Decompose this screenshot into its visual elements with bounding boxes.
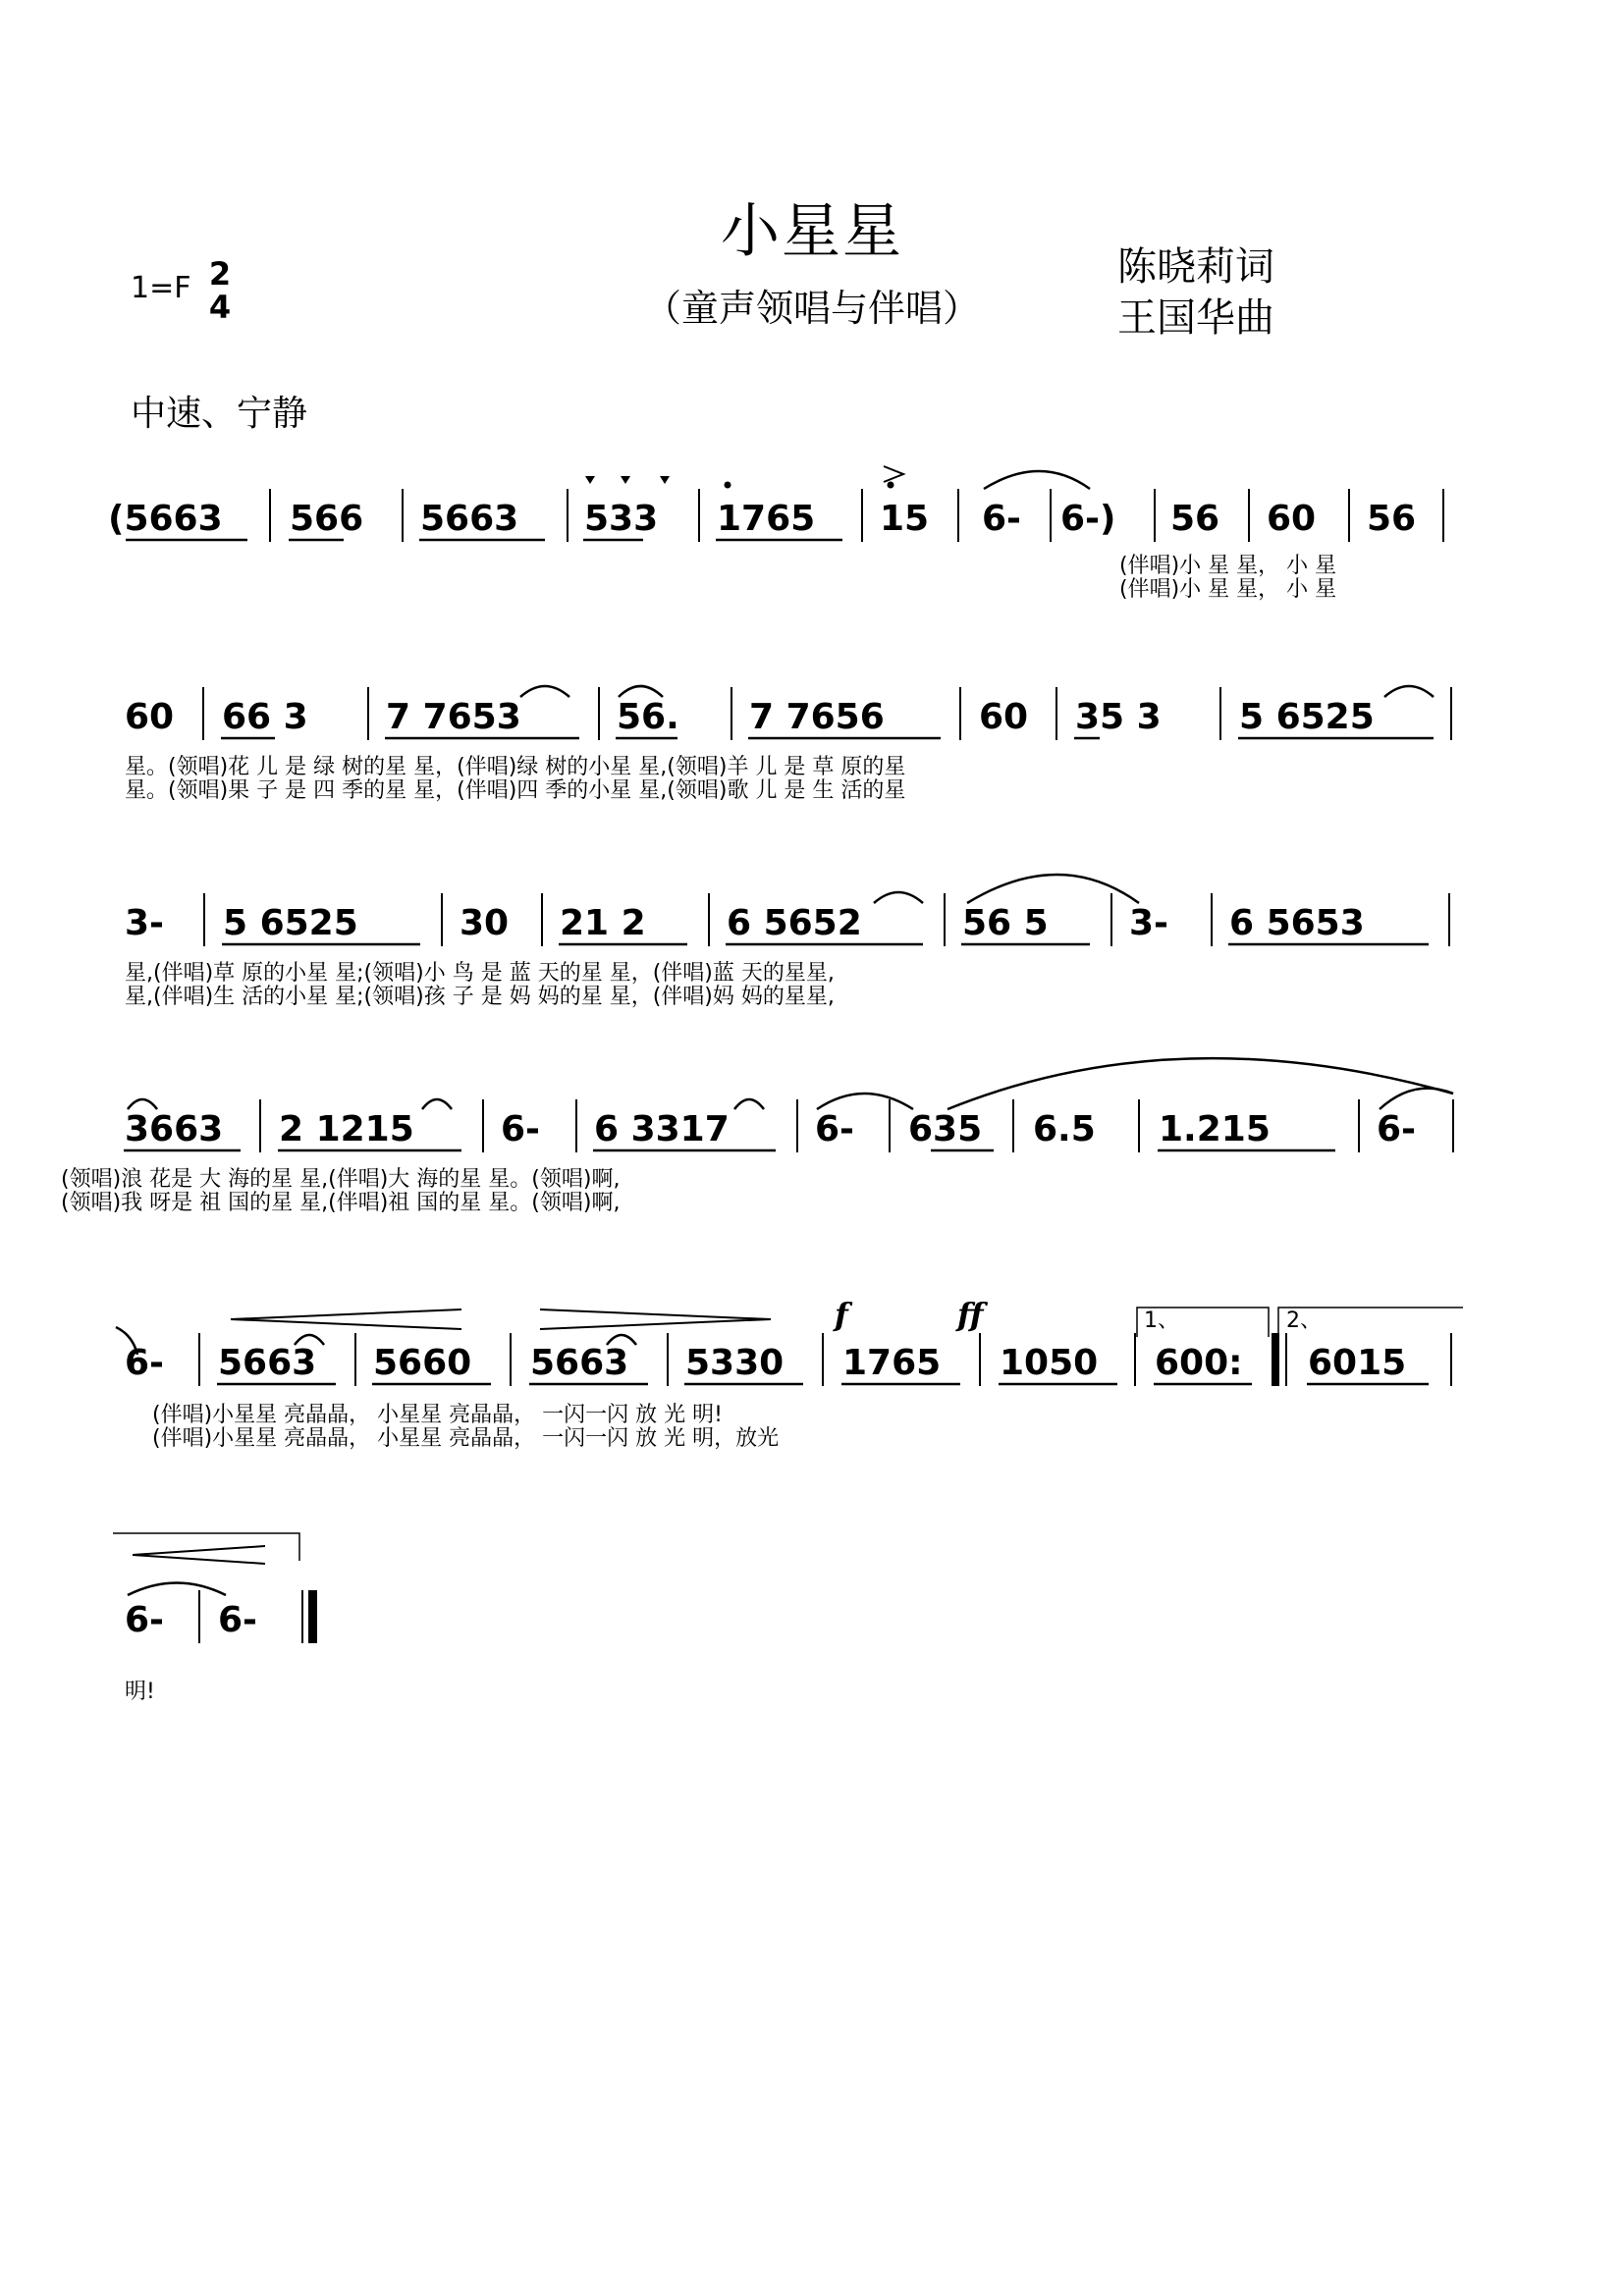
slur-2 bbox=[967, 875, 1139, 903]
measure-3: 5663 bbox=[420, 499, 519, 539]
measure-18: 35 3 bbox=[1075, 697, 1162, 737]
system-1-notation bbox=[0, 471, 1624, 609]
measure-37: 6- bbox=[125, 1343, 164, 1383]
measure-23: 21 2 bbox=[560, 903, 646, 943]
measure-15: 56. bbox=[617, 697, 679, 737]
measure-41: 5330 bbox=[685, 1343, 785, 1383]
music-system-6 bbox=[0, 1522, 1624, 1718]
measure-12: 60 bbox=[125, 697, 175, 737]
lyric-line-1: 星。(领唱)花 儿 是 绿 树的星 星，(伴唱)绿 树的小星 星,(领唱)羊 儿 是 草 原的星 bbox=[125, 755, 906, 779]
measure-29: 2 1215 bbox=[279, 1109, 414, 1149]
measure-4: 533 bbox=[584, 499, 659, 539]
lyric-line-1: (伴唱)小星星 亮晶晶， 小星星 亮晶晶， 一闪一闪 放 光 明! bbox=[152, 1403, 723, 1427]
measure-8: 6-) bbox=[1060, 499, 1116, 539]
music-system-2 bbox=[0, 677, 1624, 815]
time-signature-top: 2 bbox=[208, 255, 232, 293]
measure-43: 1050 bbox=[1000, 1343, 1099, 1383]
measure-35: 1.215 bbox=[1159, 1109, 1271, 1149]
slur-3 bbox=[734, 1099, 764, 1109]
measure-42: 1765 bbox=[842, 1343, 942, 1383]
final-barline bbox=[302, 1590, 317, 1643]
music-system-3 bbox=[0, 883, 1624, 1021]
measure-14: 7 7653 bbox=[386, 697, 521, 737]
slur-2 bbox=[619, 686, 663, 697]
dynamic-f: f bbox=[835, 1296, 848, 1333]
measure-9: 56 bbox=[1170, 499, 1220, 539]
slur-1 bbox=[874, 892, 923, 903]
time-signature bbox=[208, 257, 232, 324]
measure-19: 5 6525 bbox=[1239, 697, 1375, 737]
tie-1 bbox=[817, 1094, 913, 1109]
measure-7: 6- bbox=[982, 499, 1021, 539]
barlines bbox=[260, 1099, 1453, 1152]
music-system-1 bbox=[0, 471, 1624, 609]
volta-second-label: 2、 bbox=[1286, 1308, 1322, 1333]
repeat-sign bbox=[1272, 1333, 1286, 1386]
measure-28: 3663 bbox=[125, 1109, 224, 1149]
decrescendo-hairpin bbox=[540, 1309, 771, 1329]
lyric-line-1: (领唱)浪 花是 大 海的星 星,(伴唱)大 海的星 星。(领唱)啊, bbox=[61, 1167, 621, 1192]
measure-26: 3- bbox=[1129, 903, 1168, 943]
composer-credit: 王国华曲 bbox=[1117, 295, 1274, 341]
song-title: 小星星 bbox=[721, 197, 903, 266]
measure-1: (5663 bbox=[108, 499, 223, 539]
measure-34: 6.5 bbox=[1033, 1109, 1096, 1149]
measure-33: 635 bbox=[908, 1109, 983, 1149]
system-4-notation bbox=[0, 1090, 1624, 1227]
tie-1 bbox=[984, 471, 1090, 489]
key-signature: 1=F bbox=[131, 271, 191, 305]
measure-25: 56 5 bbox=[962, 903, 1049, 943]
measure-31: 6 3317 bbox=[594, 1109, 730, 1149]
dynamic-ff: ff bbox=[957, 1296, 984, 1333]
lyric-line-2: (伴唱)小 星 星， 小 星 bbox=[1119, 577, 1337, 602]
lyric-line-2: 星,(伴唱)生 活的小星 星;(领唱)孩 子 是 妈 妈的星 星，(伴唱)妈 妈的星星, bbox=[125, 985, 835, 1009]
lyric-line-2: (领唱)我 呀是 祖 国的星 星,(伴唱)祖 国的星 星。(领唱)啊, bbox=[61, 1191, 621, 1215]
volta-bracket-end bbox=[113, 1533, 299, 1561]
slur-1 bbox=[128, 1099, 157, 1109]
tie-1 bbox=[128, 1583, 226, 1596]
measure-22: 30 bbox=[460, 903, 510, 943]
measure-46: 6- bbox=[125, 1600, 164, 1640]
measure-38: 5663 bbox=[218, 1343, 317, 1383]
measure-32: 6- bbox=[815, 1109, 854, 1149]
measure-30: 6- bbox=[501, 1109, 540, 1149]
tempo-marking: 中速、宁静 bbox=[131, 394, 308, 434]
measure-39: 5660 bbox=[373, 1343, 472, 1383]
slur-1 bbox=[520, 686, 569, 697]
measure-44: 600: bbox=[1155, 1343, 1243, 1383]
system-3-notation bbox=[0, 883, 1624, 1021]
lyric-line-1: (伴唱)小 星 星， 小 星 bbox=[1119, 554, 1337, 578]
lyric-line-1: 明! bbox=[125, 1680, 155, 1704]
accent-dots bbox=[585, 476, 894, 489]
crescendo-hairpin bbox=[133, 1546, 265, 1564]
system-6-notation bbox=[0, 1522, 1624, 1718]
system-5-notation bbox=[0, 1296, 1624, 1463]
crescendo-hairpin bbox=[231, 1309, 461, 1329]
lyric-line-2: (伴唱)小星星 亮晶晶， 小星星 亮晶晶， 一闪一闪 放 光 明，放光 bbox=[152, 1426, 780, 1451]
song-subtitle: （童声领唱与伴唱） bbox=[643, 287, 980, 330]
time-signature-bottom: 4 bbox=[208, 289, 232, 326]
measure-13: 66 3 bbox=[222, 697, 308, 737]
measure-10: 60 bbox=[1267, 499, 1317, 539]
measure-2: 566 bbox=[290, 499, 364, 539]
lyric-line-1: 星,(伴唱)草 原的小星 星;(领唱)小 鸟 是 蓝 天的星 星，(伴唱)蓝 天的星星, bbox=[125, 961, 835, 986]
lyric-line-2: 星。(领唱)果 子 是 四 季的星 星，(伴唱)四 季的小星 星,(领唱)歌 儿 是 生 活的星 bbox=[125, 778, 906, 803]
system-2-notation bbox=[0, 677, 1624, 815]
measure-20: 3- bbox=[125, 903, 164, 943]
measure-16: 7 7656 bbox=[749, 697, 885, 737]
accent-mark bbox=[884, 466, 903, 482]
measure-40: 5663 bbox=[530, 1343, 629, 1383]
music-system-4 bbox=[0, 1090, 1624, 1227]
slur-3 bbox=[1384, 686, 1434, 697]
measure-45: 6015 bbox=[1308, 1343, 1407, 1383]
slur-2 bbox=[422, 1099, 452, 1109]
measure-24: 6 5652 bbox=[727, 903, 862, 943]
lyricist-credit: 陈晓莉词 bbox=[1117, 244, 1274, 290]
phrase-slur bbox=[947, 1058, 1453, 1109]
volta-first-label: 1、 bbox=[1144, 1308, 1179, 1333]
measure-27: 6 5653 bbox=[1229, 903, 1365, 943]
hairpins bbox=[231, 1309, 771, 1329]
measure-11: 56 bbox=[1367, 499, 1417, 539]
measure-6: 15 bbox=[880, 499, 930, 539]
music-system-5 bbox=[0, 1296, 1624, 1463]
measure-21: 5 6525 bbox=[223, 903, 358, 943]
measure-5: 1765 bbox=[717, 499, 816, 539]
measure-47: 6- bbox=[218, 1600, 257, 1640]
measure-36: 6- bbox=[1377, 1109, 1416, 1149]
measure-17: 60 bbox=[979, 697, 1029, 737]
